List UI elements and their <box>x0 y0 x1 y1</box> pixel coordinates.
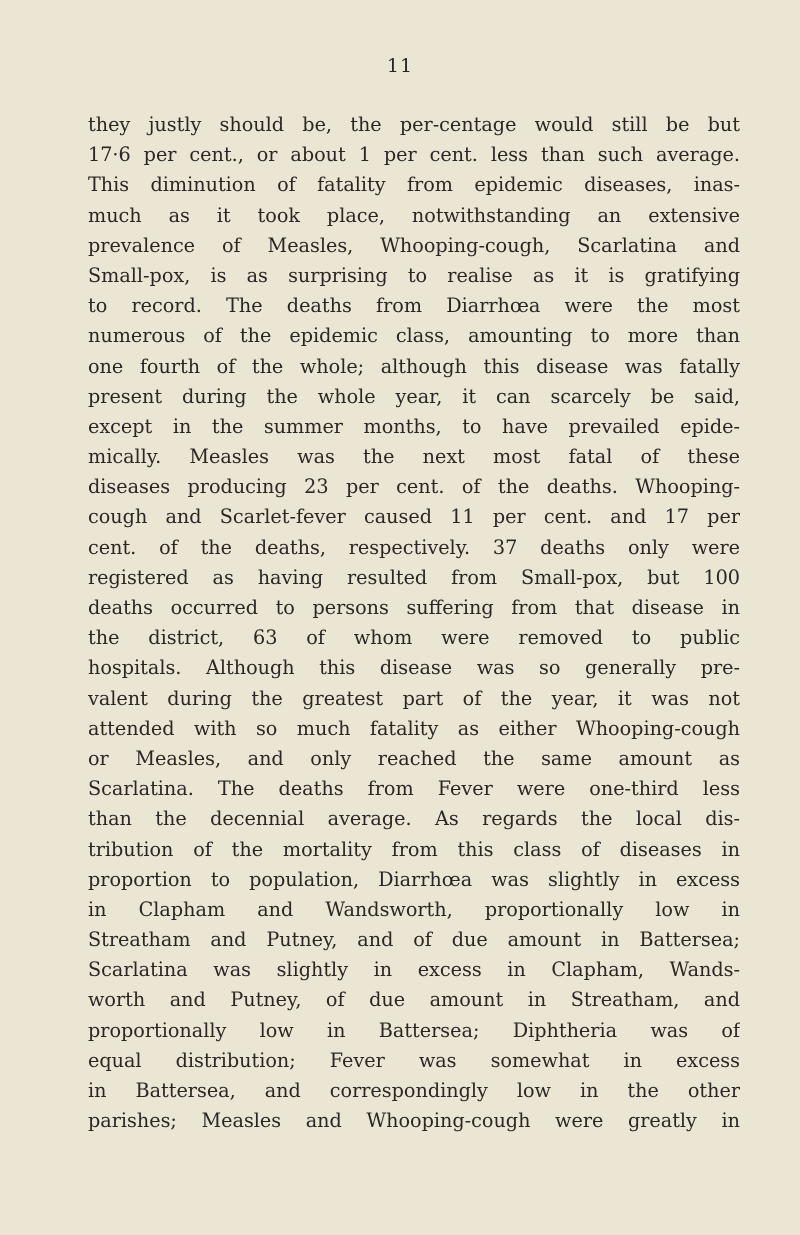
text-line: attended with so much fatality as either Whooping-cough <box>88 716 740 740</box>
text-line: numerous of the epidemic class, amounting to more than <box>88 324 740 348</box>
text-line: in Clapham and Wandsworth, proportionally low in <box>88 897 740 921</box>
text-line: Scarlatina was slightly in excess in Clapham, Wands- <box>88 958 740 982</box>
text-line: Streatham and Putney, and of due amount in Battersea; <box>88 928 740 952</box>
text-line: present during the whole year, it can scarcely be said, <box>88 384 740 408</box>
text-line: except in the summer months, to have prevailed epide- <box>88 414 740 438</box>
text-line: in Battersea, and correspondingly low in the other <box>88 1079 740 1102</box>
body-text <box>88 110 740 1136</box>
text-line: diseases producing 23 per cent. of the deaths. Whooping- <box>88 475 740 499</box>
text-line: cough and Scarlet-fever caused 11 per cent. and 17 per <box>88 505 740 529</box>
text-line: one fourth of the whole; although this disease was fatally <box>88 354 740 378</box>
text-line: proportionally low in Battersea; Diphtheria was of <box>88 1018 740 1042</box>
text-line: valent during the greatest part of the year, it was not <box>88 686 740 710</box>
text-line: equal distribution; Fever was somewhat in excess <box>88 1048 740 1072</box>
text-line: prevalence of Measles, Whooping-cough, Scarlatina and <box>88 233 740 257</box>
text-line: This diminution of fatality from epidemic diseases, inas- <box>88 173 740 197</box>
text-line: to record. The deaths from Diarrhœa were the most <box>88 294 740 318</box>
text-line: they justly should be, the per-centage would still be but <box>88 113 740 136</box>
page-number: 11 <box>386 55 414 77</box>
text-line: the district, 63 of whom were removed to public <box>88 626 740 650</box>
text-line: mically. Measles was the next most fatal of these <box>88 445 740 469</box>
text-line: parishes; Measles and Whooping-cough were greatly in <box>88 1109 740 1133</box>
text-line: or Measles, and only reached the same amount as <box>88 746 740 770</box>
text-line: hospitals. Although this disease was so generally pre- <box>88 656 740 680</box>
text-line: tribution of the mortality from this class of diseases in <box>88 837 740 861</box>
text-line: Scarlatina. The deaths from Fever were one-third less <box>88 777 740 801</box>
text-line: worth and Putney, of due amount in Streatham, and <box>88 988 740 1012</box>
text-line: 17·6 per cent., or about 1 per cent. less than such average. <box>88 143 740 167</box>
text-line: Small-pox, is as surprising to realise as it is gratifying <box>88 263 740 287</box>
text-line: cent. of the deaths, respectively. 37 deaths only were <box>88 535 740 559</box>
text-line: proportion to population, Diarrhœa was slightly in excess <box>88 867 740 891</box>
text-line: registered as having resulted from Small-pox, but 100 <box>88 565 740 589</box>
text-line: than the decennial average. As regards the local dis- <box>88 807 740 831</box>
text-line: deaths occurred to persons suffering from that disease in <box>88 596 740 619</box>
text-line: much as it took place, notwithstanding an extensive <box>88 203 740 227</box>
